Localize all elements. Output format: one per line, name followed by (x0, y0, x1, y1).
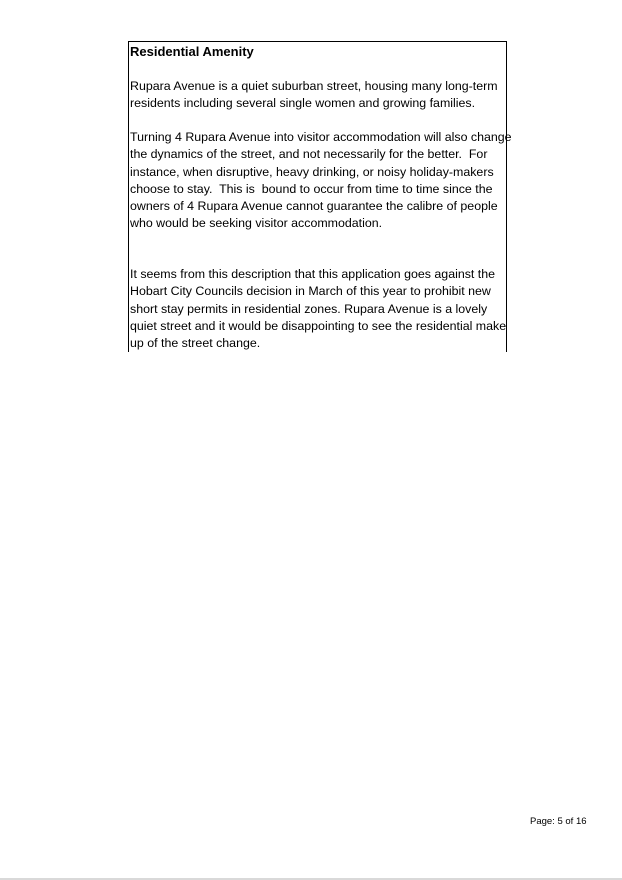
paragraph-line: up of the street change. (130, 336, 261, 351)
paragraph-line: the dynamics of the street, and not necessarily for the better. For (130, 147, 488, 162)
section-heading: Residential Amenity (130, 44, 254, 59)
paragraph-line: choose to stay. This is bound to occur from time to time since the (130, 181, 493, 196)
comment-text-box (128, 41, 512, 352)
paragraph-council-decision (130, 266, 506, 352)
paragraph-line: It seems from this description that this application goes against the (130, 267, 496, 281)
paragraph-line: quiet street and it would be disappointing to see the residential make (130, 318, 507, 333)
paragraph-line: short stay permits in residential zones. Rupara Avenue is a lovely (130, 301, 488, 316)
page-number: Page: 5 of 16 (530, 816, 587, 827)
paragraph-line: who would be seeking visitor accommodation. (130, 216, 383, 231)
paragraph-residents (130, 78, 498, 113)
paragraph-line: Turning 4 Rupara Avenue into visitor accommodation will also change (130, 130, 512, 144)
paragraph-line: Hobart City Councils decision in March of this year to prohibit new (130, 284, 491, 299)
paragraph-line: residents including several single women and growing families. (130, 96, 476, 111)
paragraph-line: owners of 4 Rupara Avenue cannot guarantee the calibre of people (130, 199, 498, 214)
paragraph-line: instance, when disruptive, heavy drinking, or noisy holiday-makers (130, 164, 494, 179)
paragraph-line: Rupara Avenue is a quiet suburban street, housing many long-term (130, 79, 498, 93)
paragraph-visitor-accommodation (130, 129, 512, 233)
